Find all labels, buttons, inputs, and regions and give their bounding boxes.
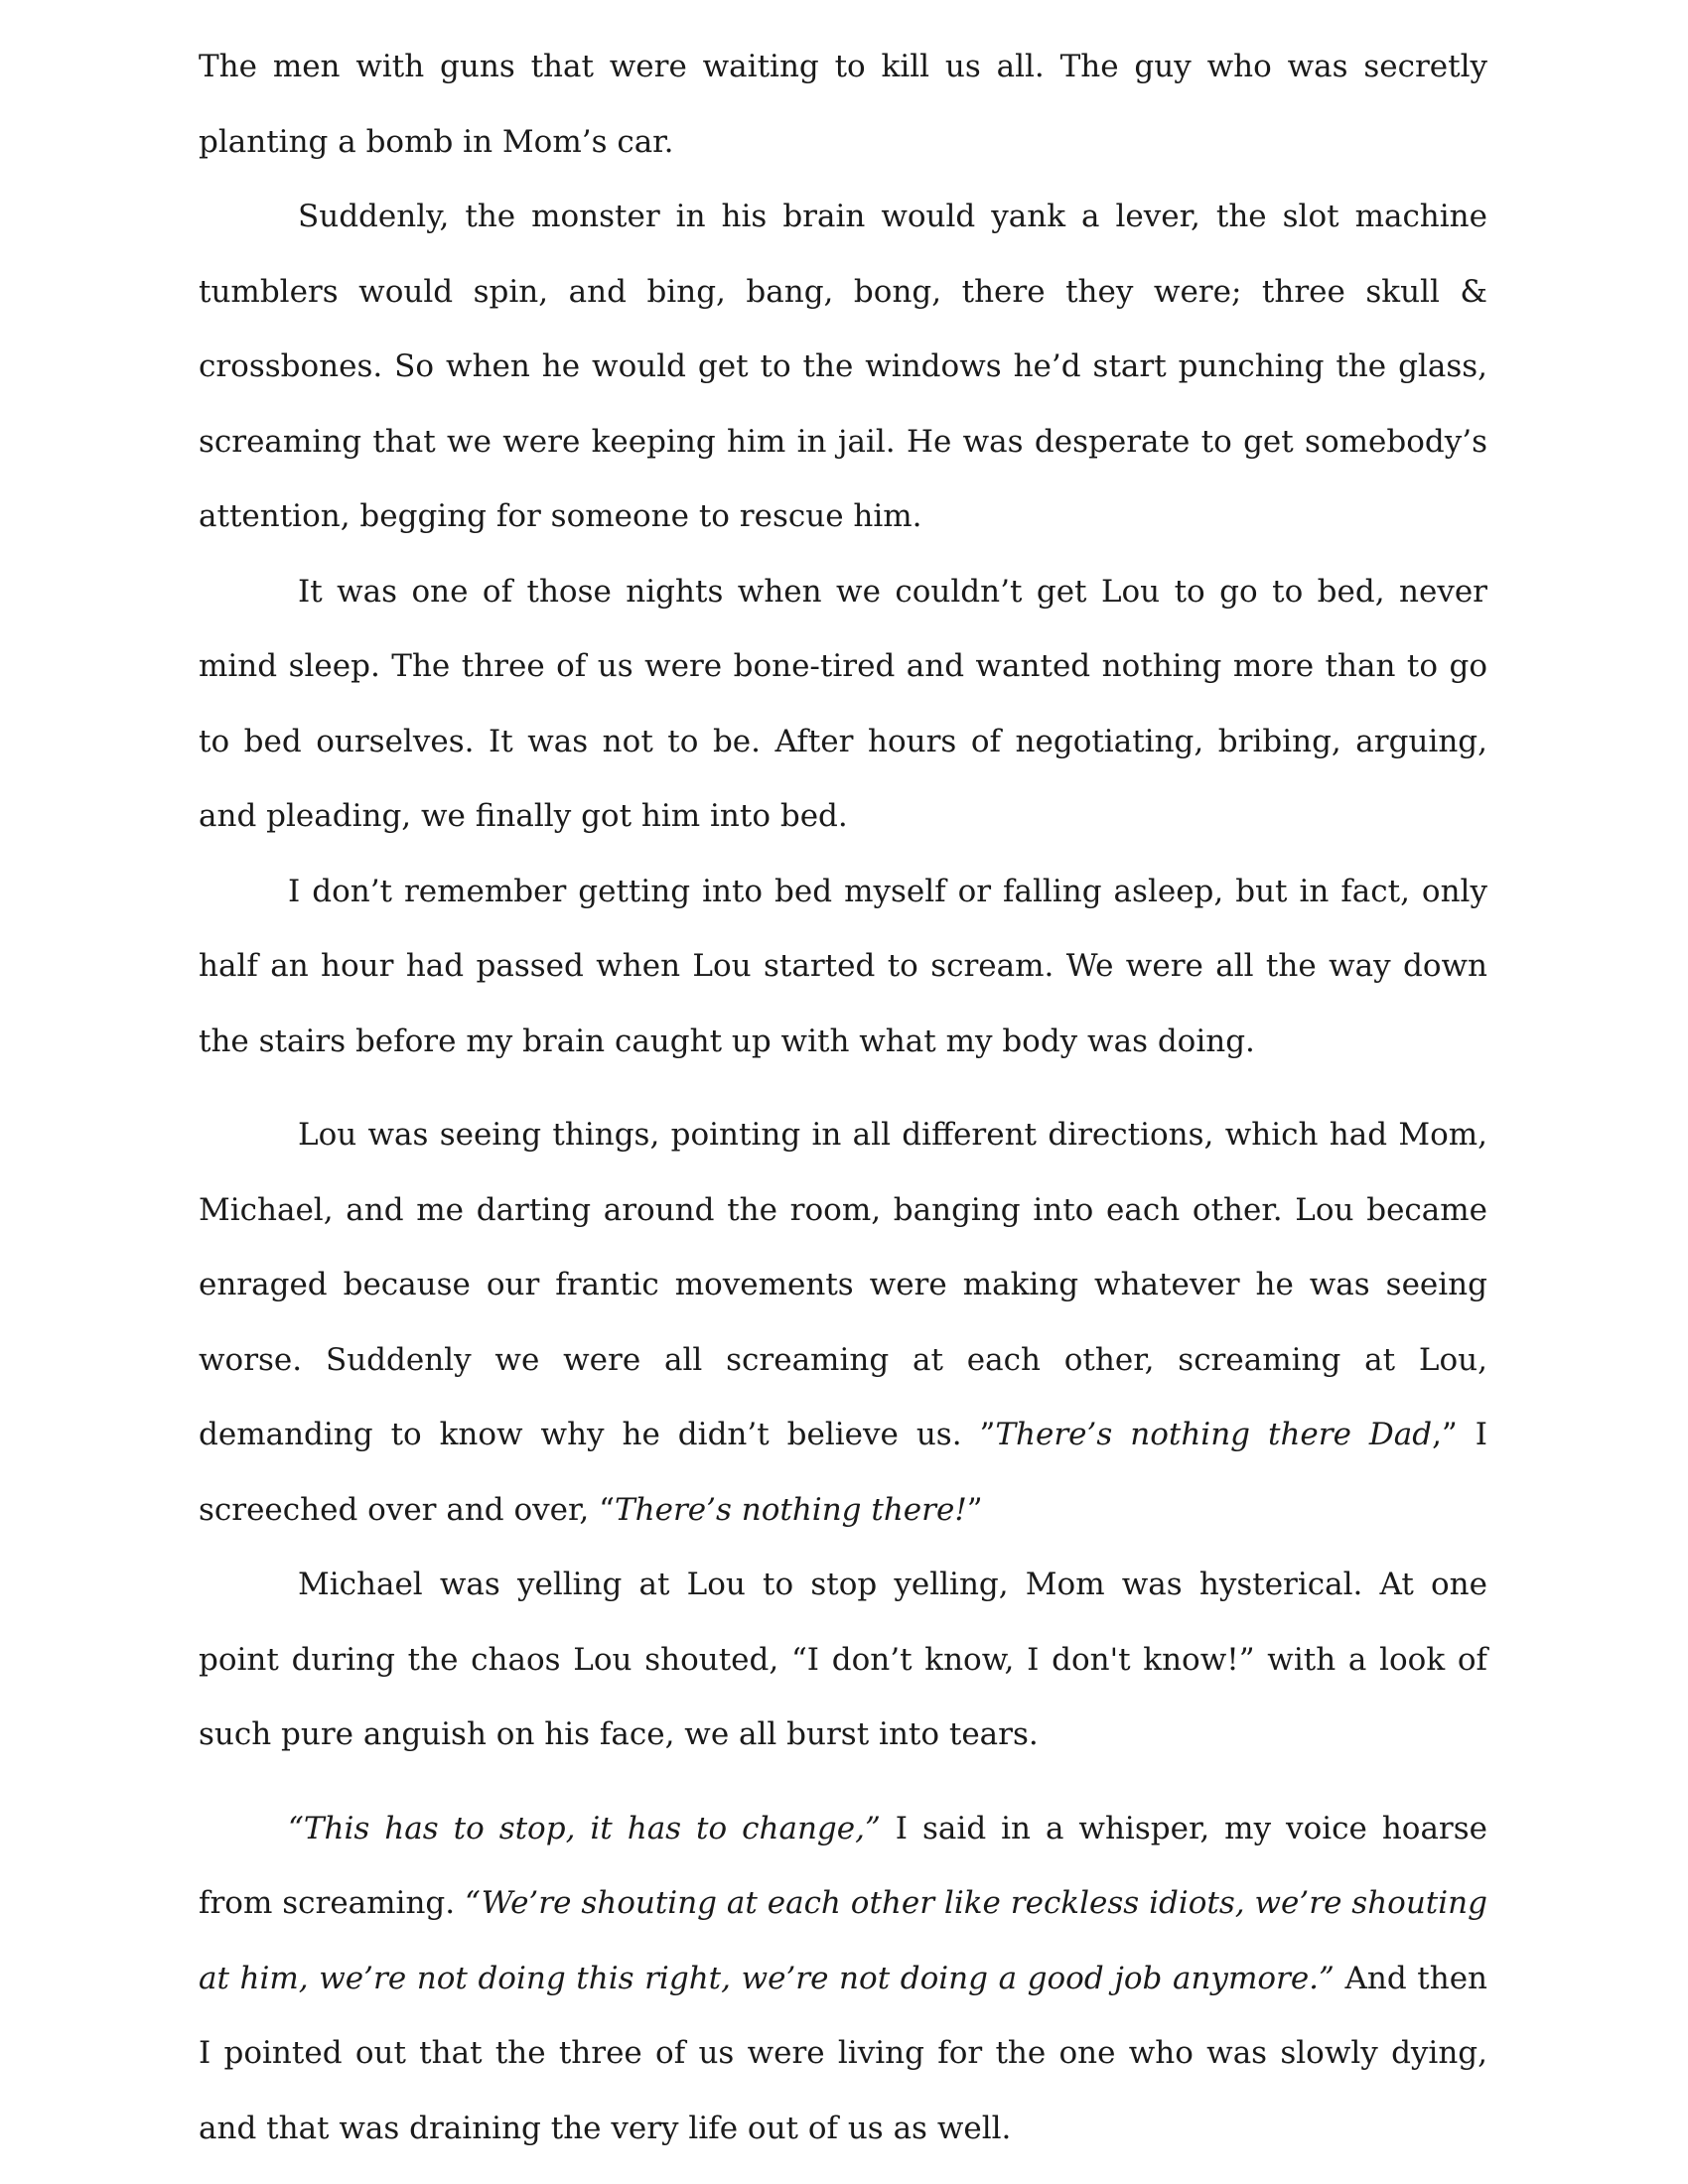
paragraph-7-italic-quote-2: “We’re shouting at each other like reckless idiots, we’re shouting at him, we’re not doing this right, we’re not doing a good job anymore.”	[199, 1885, 1487, 1996]
paragraph-7-text-after: And then I pointed out that the three of us were living for the one who was slowly dying, and that was draining the very life out of us as well.	[199, 1960, 1487, 2146]
paragraph-5-italic-quote-2: There’s nothing there!	[614, 1491, 967, 1528]
paragraph-5	[199, 1098, 1487, 1548]
paragraph-5-italic-quote-1: There’s nothing there Dad	[995, 1417, 1433, 1452]
paragraph-3: It was one of those nights when we couldn’t get Lou to go to bed, never mind sleep. The three of us were bone-tired and wanted nothing more than to go to bed ourselves. It was not to be. After hours of negotiating, bribing, arguing, and pleading, we finally got him into bed.	[199, 573, 1487, 834]
paragraph-7-italic-quote-1: “This has to stop, it has to change,”	[288, 1810, 881, 1846]
paragraph-1: The men with guns that were waiting to kill us all. The guy who was secretly planting a bomb in Mom’s car.	[199, 49, 1487, 160]
paragraph-2: Suddenly, the monster in his brain would yank a lever, the slot machine tumblers would spin, and bing, bang, bong, there they were; three skull & crossbones. So when he would get to the windows he’d start punching the glass, screaming that we were keeping him in jail. He was desperate to get somebody’s attention, begging for someone to rescue him.	[199, 199, 1487, 534]
paragraph-5-text-middle: ,” I screeched over and over, “	[199, 1417, 1487, 1528]
paragraph-4: I don’t remember getting into bed myself or falling asleep, but in fact, only half an hour had passed when Lou started to scream. We were all the way down the stairs before my brain caught up with what my body was doing.	[199, 873, 1487, 1059]
paragraph-5-text-before: Lou was seeing things, pointing in all different directions, which had Mom, Michael, and me darting around the room, banging into each other. Lou became enraged because our frantic movements were making whatever he was seeing worse. Suddenly we were all screaming at each other, screaming at Lou, demanding to know why he didn’t believe us. ”	[199, 1117, 1487, 1452]
paragraph-7-text-middle: I said in a whisper, my voice hoarse from screaming.	[199, 1810, 1488, 1921]
paragraph-5-text-after: ”	[966, 1491, 983, 1528]
paragraph-7	[199, 1792, 1487, 2167]
document-page	[199, 30, 1487, 2166]
paragraph-6: Michael was yelling at Lou to stop yelling, Mom was hysterical. At one point during the chaos Lou shouted, “I don’t know, I don't know!” with a look of such pure anguish on his face, we all burst into tears.	[199, 1567, 1487, 1752]
